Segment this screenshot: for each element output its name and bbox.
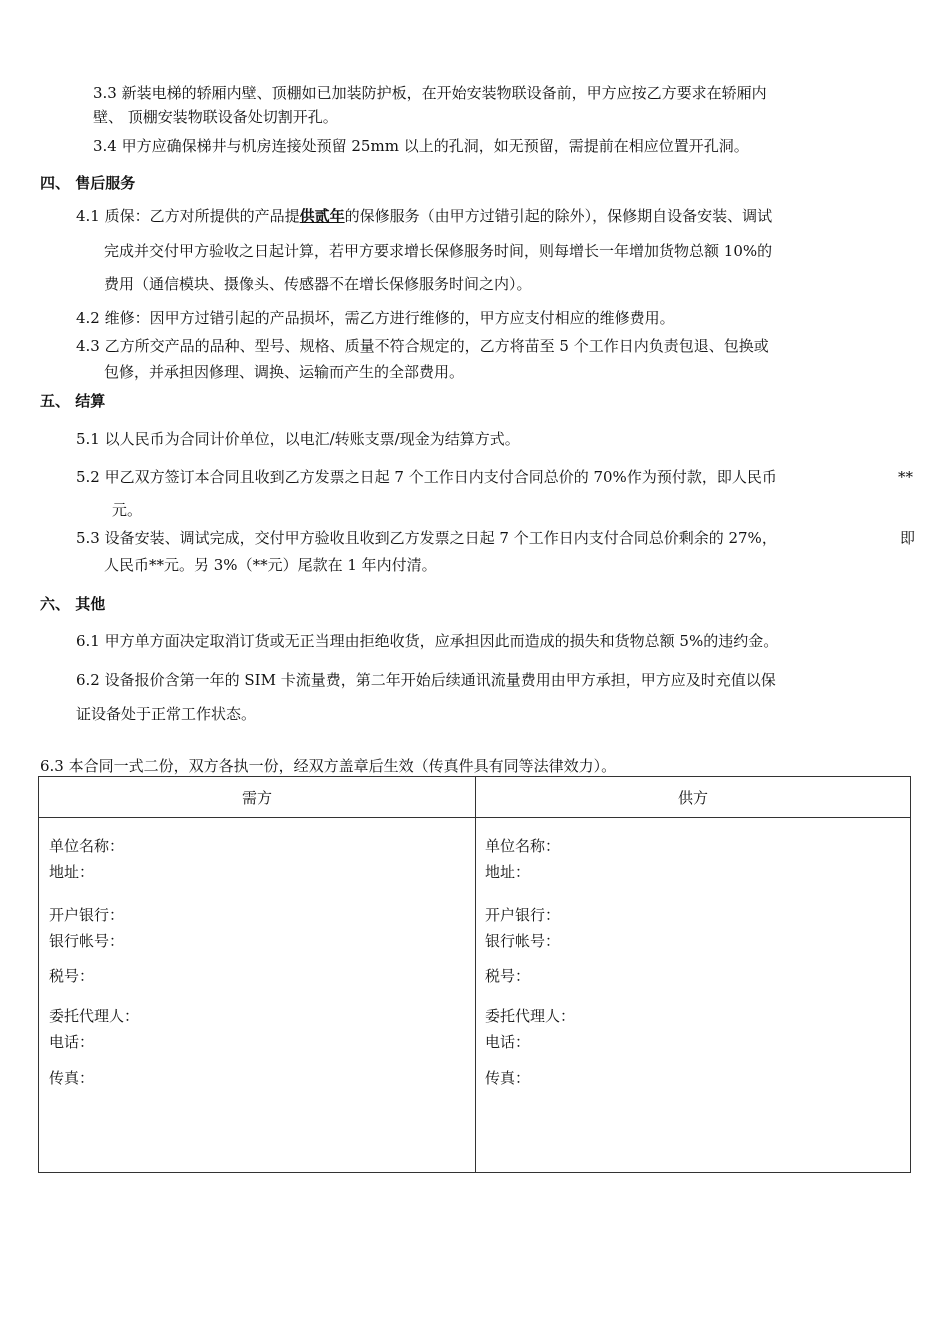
supplier-unit-name-label: 单位名称： <box>485 837 561 855</box>
clause-5-2-amount: ** <box>898 468 913 486</box>
buyer-bank-label: 开户银行： <box>49 906 125 924</box>
clause-6-3: 6.3 本合同一式二份，双方各执一份，经双方盖章后生效（传真件具有同等法律效力）。 <box>40 757 617 775</box>
buyer-account-label: 银行帐号： <box>49 932 125 950</box>
clause-4-3-line2: 包修，并承担因修理、调换、运输而产生的全部费用。 <box>104 363 465 381</box>
clause-3-3-line1: 3.3 新装电梯的轿厢内壁、顶棚如已加装防护板，在开始安装物联设备前，甲方应按乙方要求在轿厢内 <box>93 84 767 102</box>
supplier-bank-label: 开户银行： <box>485 906 561 924</box>
supplier-account-label: 银行帐号： <box>485 932 561 950</box>
clause-4-1-line3: 费用（通信模块、摄像头、传感器不在增长保修服务时间之内）。 <box>104 275 532 293</box>
supplier-agent-label: 委托代理人： <box>485 1007 576 1025</box>
clause-6-2-line1: 6.2 设备报价含第一年的 SIM 卡流量费，第二年开始后续通讯流量费用由甲方承担，甲方应及时充值以保 <box>76 671 776 689</box>
clause-6-2-line2: 证设备处于正常工作状态。 <box>76 705 257 723</box>
buyer-header: 需方 <box>241 789 272 807</box>
clause-4-1-text-a: 4.1 质保：乙方对所提供的产品提 <box>76 207 300 225</box>
clause-3-4: 3.4 甲方应确保梯井与机房连接处预留 25mm 以上的孔洞，如无预留，需提前在相应位置开孔洞。 <box>93 137 749 155</box>
section-6-heading: 六、 其他 <box>40 595 106 613</box>
section-5-heading: 五、 结算 <box>40 392 106 410</box>
supplier-address-label: 地址： <box>485 863 531 881</box>
buyer-phone-label: 电话： <box>49 1033 95 1051</box>
clause-4-2: 4.2 维修：因甲方过错引起的产品损坏，需乙方进行维修的，甲方应支付相应的维修费用。 <box>76 309 675 327</box>
clause-4-1-text-c: 的保修服务（由甲方过错引起的除外），保修期自设备安装、调试 <box>344 207 773 225</box>
clause-4-1-line1 <box>76 205 772 227</box>
supplier-fax-label: 传真： <box>485 1069 531 1087</box>
column-divider <box>475 777 476 1172</box>
supplier-header: 供方 <box>677 789 708 807</box>
clause-3-3-line2: 壁、 顶棚安装物联设备处切割开孔。 <box>93 108 338 126</box>
clause-6-1: 6.1 甲方单方面决定取消订货或无正当理由拒绝收货，应承担因此而造成的损失和货物总额 5%的违约金。 <box>76 632 779 650</box>
clause-5-3-tail: 即 <box>900 529 916 547</box>
clause-5-2-line2: 元。 <box>112 501 143 519</box>
supplier-phone-label: 电话： <box>485 1033 531 1051</box>
clause-4-1-line2: 完成并交付甲方验收之日起计算，若甲方要求增长保修服务时间，则每增长一年增加货物总额 10%的 <box>104 242 773 260</box>
buyer-agent-label: 委托代理人： <box>49 1007 140 1025</box>
clause-5-2-line1: 5.2 甲乙双方签订本合同且收到乙方发票之日起 7 个工作日内支付合同总价的 70%作为预付款，即人民币 <box>76 468 777 486</box>
header-divider <box>39 817 910 818</box>
clause-4-3-line1: 4.3 乙方所交产品的品种、型号、规格、质量不符合规定的，乙方将苗至 5 个工作日内负责包退、包换或 <box>76 337 769 355</box>
section-4-heading: 四、 售后服务 <box>40 174 136 192</box>
warranty-period: 供贰年 <box>299 207 345 225</box>
signature-table <box>38 776 911 1173</box>
buyer-fax-label: 传真： <box>49 1069 95 1087</box>
supplier-tax-label: 税号： <box>485 967 531 985</box>
clause-5-3-line2: 人民币**元。另 3%（**元）尾款在 1 年内付清。 <box>104 556 437 574</box>
buyer-address-label: 地址： <box>49 863 95 881</box>
clause-5-3-line1: 5.3 设备安装、调试完成，交付甲方验收且收到乙方发票之日起 7 个工作日内支付合同总价剩余的 27%， <box>76 529 777 547</box>
buyer-unit-name-label: 单位名称： <box>49 837 125 855</box>
clause-5-1: 5.1 以人民币为合同计价单位，以电汇/转账支票/现金为结算方式。 <box>76 430 520 448</box>
buyer-tax-label: 税号： <box>49 967 95 985</box>
